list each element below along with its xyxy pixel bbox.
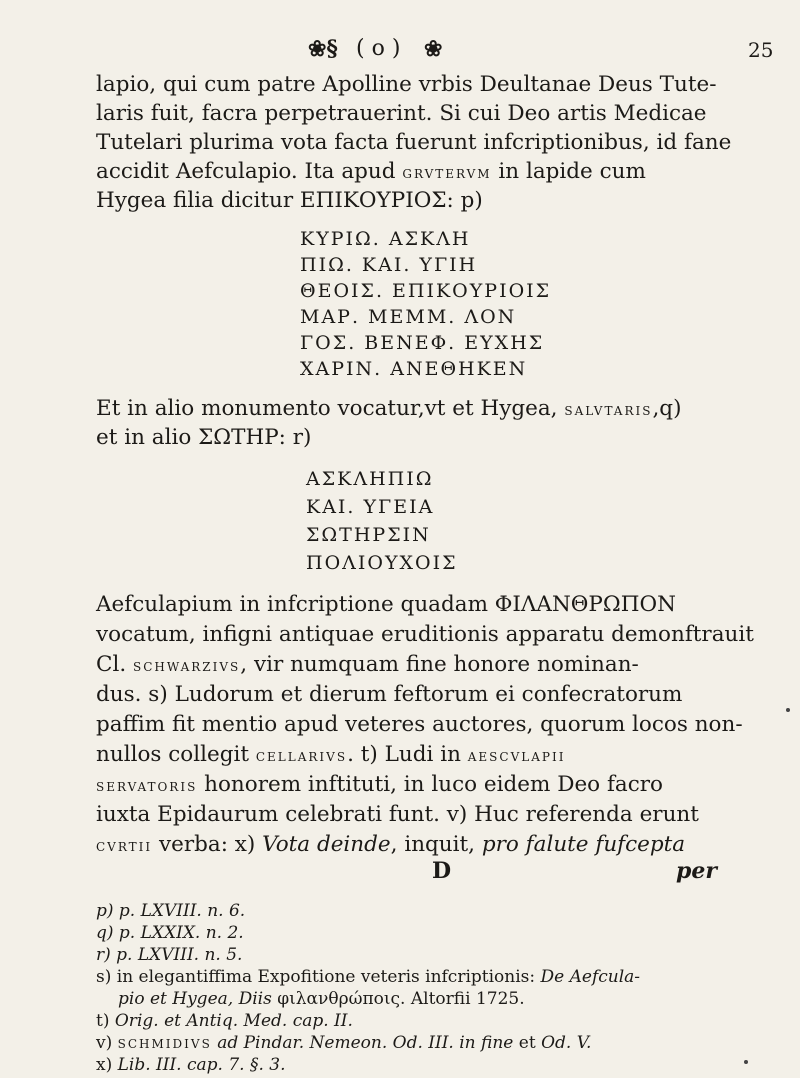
text-line: Aefculapium in infcriptione quadam ΦΙΛΑΝΘΡΩΠΟΝ [96,592,676,617]
footnote-q [96,922,244,944]
text-span: verba: x) [152,832,263,857]
page-number: 25 [748,38,774,62]
inscription-line: ΜΑΡ. ΜΕΜΜ. ΛΟΝ [300,306,517,328]
signature-mark: D [432,858,452,884]
footnote-r [96,944,242,966]
text-line [96,159,646,186]
inscription-line: ΣΩΤΗΡΣΙΝ [306,524,431,546]
footnote-text: x) [96,1055,118,1075]
text-line [96,396,681,423]
text-span: , inquit, [390,832,482,857]
text-span: salvtaris [564,400,653,420]
footnote-title: Od. V. [541,1033,592,1053]
text-line: lapio, qui cum patre Apolline vrbis Deultanae Deus Tute- [96,72,717,97]
text-line: paffim fit mentio apud veteres auctores, quorum locos non- [96,712,743,737]
footnote-text: et [513,1033,542,1053]
inscription-line: ΧΑΡΙΝ. ΑΝΕΘΗΚΕΝ [300,358,528,380]
footnote-v [96,1032,591,1054]
text-line: dus. s) Ludorum et dierum feftorum ei confecratorum [96,682,683,707]
author-name: cvrtii [96,836,153,856]
footnote-s-cont [118,988,525,1010]
inscription-line: ΠΟΛΙΟΥΧΟΙΣ [306,552,458,574]
text-span: accidit Aefculapio. Ita apud [96,159,403,184]
inscription-line: ΓΟΣ. ΒΕΝΕΦ. ΕΥΧΗΣ [300,332,545,354]
text-span: aescvlapii [467,746,566,766]
text-line [96,652,639,679]
author-name: cellarivs [255,746,348,766]
text-span: . t) Ludi in [347,742,468,767]
text-line: et in alio ΣΩΤΗΡ: r) [96,425,312,450]
text-line: Hygea filia dicitur ΕΠΙΚΟΥΡΙΟΣ: p) [96,188,483,213]
text-span: servatoris [96,776,198,796]
text-span: , vir numquam fine honore nominan- [240,652,639,677]
inscription-line: ΑΣΚΛΗΠΙΩ [306,468,434,490]
ink-speck [744,1060,748,1064]
ornament-right: ❀ [424,36,443,62]
footnote-title: De Aefcula- [540,967,641,987]
text-line: laris fuit, facra perpetrauerint. Si cui Deo artis Medicae [96,101,707,126]
footnote-title: pio et Hygea, Diis [118,989,272,1009]
footnote-text: v) [96,1033,118,1053]
footnote-p [96,900,245,922]
footnote-text: r) p. LXVIII. n. 5. [96,945,243,965]
text-span: ,q) [652,396,682,421]
inscription-line: ΠΙΩ. ΚΑΙ. ΥΓΙΗ [300,254,478,276]
footnote-greek: φιλανθρώποις. [271,989,406,1009]
folio-mark: ( o ) [356,36,401,61]
footnote-s [96,966,640,988]
author-name: schmidivs [117,1033,212,1053]
inscription-line: ΚΥΡΙΩ. ΑΣΚΛΗ [300,228,471,250]
quote-italic: Vota deinde [262,832,391,857]
footnote-title: ad Pindar. Nemeon. Od. III. in fine [211,1033,514,1053]
inscription-line: ΚΑΙ. ΥΓΕΙΑ [306,496,435,518]
footnote-text: p) p. LXVIII. n. 6. [96,901,246,921]
text-span: nullos collegit [96,742,256,767]
text-line: Tutelari plurima vota facta fuerunt infcriptionibus, id fane [96,130,732,155]
text-span: honorem inftituti, in luco eidem Deo facro [197,772,663,797]
ornament-left: ❀§ [308,36,338,62]
footnote-text: q) p. LXXIX. n. 2. [96,923,244,943]
footnote-text: s) in elegantiffima Expofitione veteris infcriptionis: [96,967,541,987]
footnote-title: Orig. et Antiq. Med. cap. II. [114,1011,353,1031]
ink-speck [786,708,790,712]
footnote-x [96,1054,286,1076]
text-line: vocatum, infigni antiquae eruditionis apparatu demonftrauit [96,622,754,647]
running-head [0,36,800,64]
quote-italic: pro falute fufcepta [481,832,686,857]
text-line [96,832,685,859]
author-name: schwarzivs [133,656,241,676]
text-line: iuxta Epidaurum celebrati funt. v) Huc referenda erunt [96,802,699,827]
footnote-text: t) [96,1011,115,1031]
inscription-line: ΘΕΟΙΣ. ΕΠΙΚΟΥΡΙΟΙΣ [300,280,552,302]
footnote-text: Altorfii 1725. [405,989,525,1009]
footnote-t [96,1010,353,1032]
footnote-title: Lib. III. cap. 7. §. 3. [117,1055,286,1075]
text-line [96,772,663,799]
catchword: per [676,858,717,884]
text-span: Et in alio monumento vocatur,vt et Hygea, [96,396,565,421]
author-name: grvtervm [402,163,492,183]
text-span: Cl. [96,652,133,677]
text-line [96,742,565,769]
text-span: in lapide cum [491,159,646,184]
